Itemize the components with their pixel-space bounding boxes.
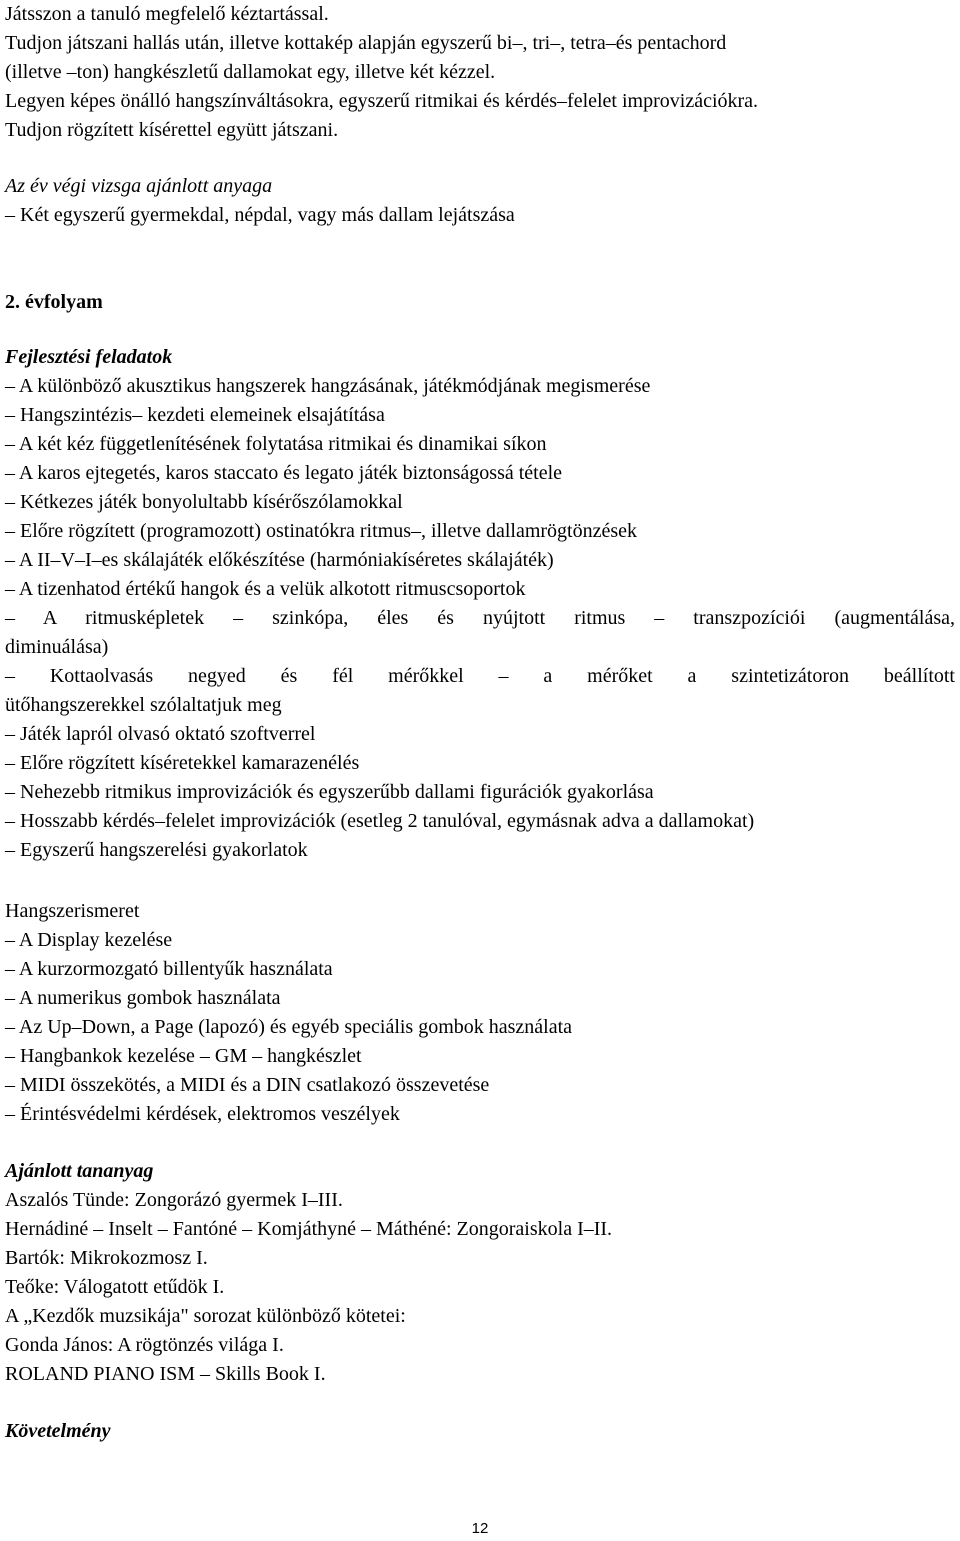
- material-item: Hernádiné – Inselt – Fantóné – Komjáthyné – Máthéné: Zongoraiskola I–II.: [5, 1218, 613, 1240]
- task-item-reading-line2: ütőhangszerekkel szólaltatjuk meg: [5, 694, 282, 716]
- instrument-item: – A Display kezelése: [5, 929, 173, 951]
- task-item: – Hosszabb kérdés–felelet improvizációk (esetleg 2 tanulóval, egymásnak adva a dallamokat): [5, 810, 755, 832]
- recommended-material-section: [5, 1157, 955, 1389]
- intro-line: Tudjon játszani hallás után, illetve kottakép alapján egyszerű bi–, tri–, tetra–és pentachord: [5, 32, 727, 54]
- task-item: – A tizenhatod értékű hangok és a velük alkotott ritmuscsoportok: [5, 578, 526, 600]
- task-item: – Hangszintézis– kezdeti elemeinek elsajátítása: [5, 404, 385, 426]
- material-item: Bartók: Mikrokozmosz I.: [5, 1247, 208, 1269]
- instrument-item: – Hangbankok kezelése – GM – hangkészlet: [5, 1045, 362, 1067]
- exam-section: [5, 172, 955, 230]
- task-item: – A két kéz függetlenítésének folytatása ritmikai és dinamikai síkon: [5, 433, 547, 455]
- material-item: Gonda János: A rögtönzés világa I.: [5, 1334, 284, 1356]
- intro-line: (illetve –ton) hangkészletű dallamokat egy, illetve két kézzel.: [5, 61, 496, 83]
- task-item: – A különböző akusztikus hangszerek hangzásának, játékmódjának megismerése: [5, 375, 651, 397]
- material-item: ROLAND PIANO ISM – Skills Book I.: [5, 1363, 326, 1385]
- task-item: – Egyszerű hangszerelési gyakorlatok: [5, 839, 308, 861]
- task-item: – A karos ejtegetés, karos staccato és legato játék biztonságossá tétele: [5, 462, 563, 484]
- development-tasks-section: [5, 343, 955, 865]
- instrument-item: – Érintésvédelmi kérdések, elektromos veszélyek: [5, 1103, 400, 1125]
- material-item: Aszalós Tünde: Zongorázó gyermek I–III.: [5, 1189, 343, 1211]
- task-item: – A II–V–I–es skálajáték előkészítése (harmóniakíséretes skálajáték): [5, 549, 554, 571]
- instrument-knowledge-section: [5, 897, 955, 1129]
- task-item: – Nehezebb ritmikus improvizációk és egyszerűbb dallami figurációk gyakorlása: [5, 781, 654, 803]
- task-item: – Kétkezes játék bonyolultabb kísérőszólamokkal: [5, 491, 403, 513]
- intro-line: Játsszon a tanuló megfelelő kéztartással.: [5, 3, 329, 25]
- exam-heading: Az év végi vizsga ajánlott anyaga: [5, 175, 273, 197]
- intro-line: Tudjon rögzített kísérettel együtt játszani.: [5, 119, 339, 141]
- task-item-reading-line1: – Kottaolvasás negyed és fél mérőkkel – a mérőket a szintetizátoron beállított: [5, 665, 955, 687]
- material-item: A „Kezdők muzsikája" sorozat különböző kötetei:: [5, 1305, 406, 1327]
- instrument-knowledge-heading: Hangszerismeret: [5, 900, 140, 922]
- task-item-rhythm-line1: – A ritmusképletek – szinkópa, éles és nyújtott ritmus – transzpozíciói (augmentálása,: [5, 607, 955, 629]
- instrument-item: – A kurzormozgató billentyűk használata: [5, 958, 333, 980]
- recommended-material-heading: Ajánlott tananyag: [5, 1160, 154, 1182]
- exam-item: – Két egyszerű gyermekdal, népdal, vagy más dallam lejátszása: [5, 204, 515, 226]
- development-tasks-heading: Fejlesztési feladatok: [5, 346, 173, 368]
- material-item: Teőke: Válogatott etűdök I.: [5, 1276, 225, 1298]
- requirement-heading: Követelmény: [5, 1420, 111, 1442]
- task-item: – Előre rögzített kíséretekkel kamarazenélés: [5, 752, 360, 774]
- instrument-item: – MIDI összekötés, a MIDI és a DIN csatlakozó összevetése: [5, 1074, 490, 1096]
- instrument-item: – Az Up–Down, a Page (lapozó) és egyéb speciális gombok használata: [5, 1016, 573, 1038]
- instrument-item: – A numerikus gombok használata: [5, 987, 281, 1009]
- task-item: – Játék lapról olvasó oktató szoftverrel: [5, 723, 316, 745]
- task-item: – Előre rögzített (programozott) ostinatókra ritmus–, illetve dallamrögtönzések: [5, 520, 638, 542]
- intro-section: [5, 0, 955, 145]
- page-number: 12: [471, 1520, 489, 1537]
- intro-line: Legyen képes önálló hangszínváltásokra, egyszerű ritmikai és kérdés–felelet improvizációkra.: [5, 90, 759, 112]
- grade-title: 2. évfolyam: [5, 291, 103, 313]
- task-item-rhythm-line2: diminuálása): [5, 636, 109, 658]
